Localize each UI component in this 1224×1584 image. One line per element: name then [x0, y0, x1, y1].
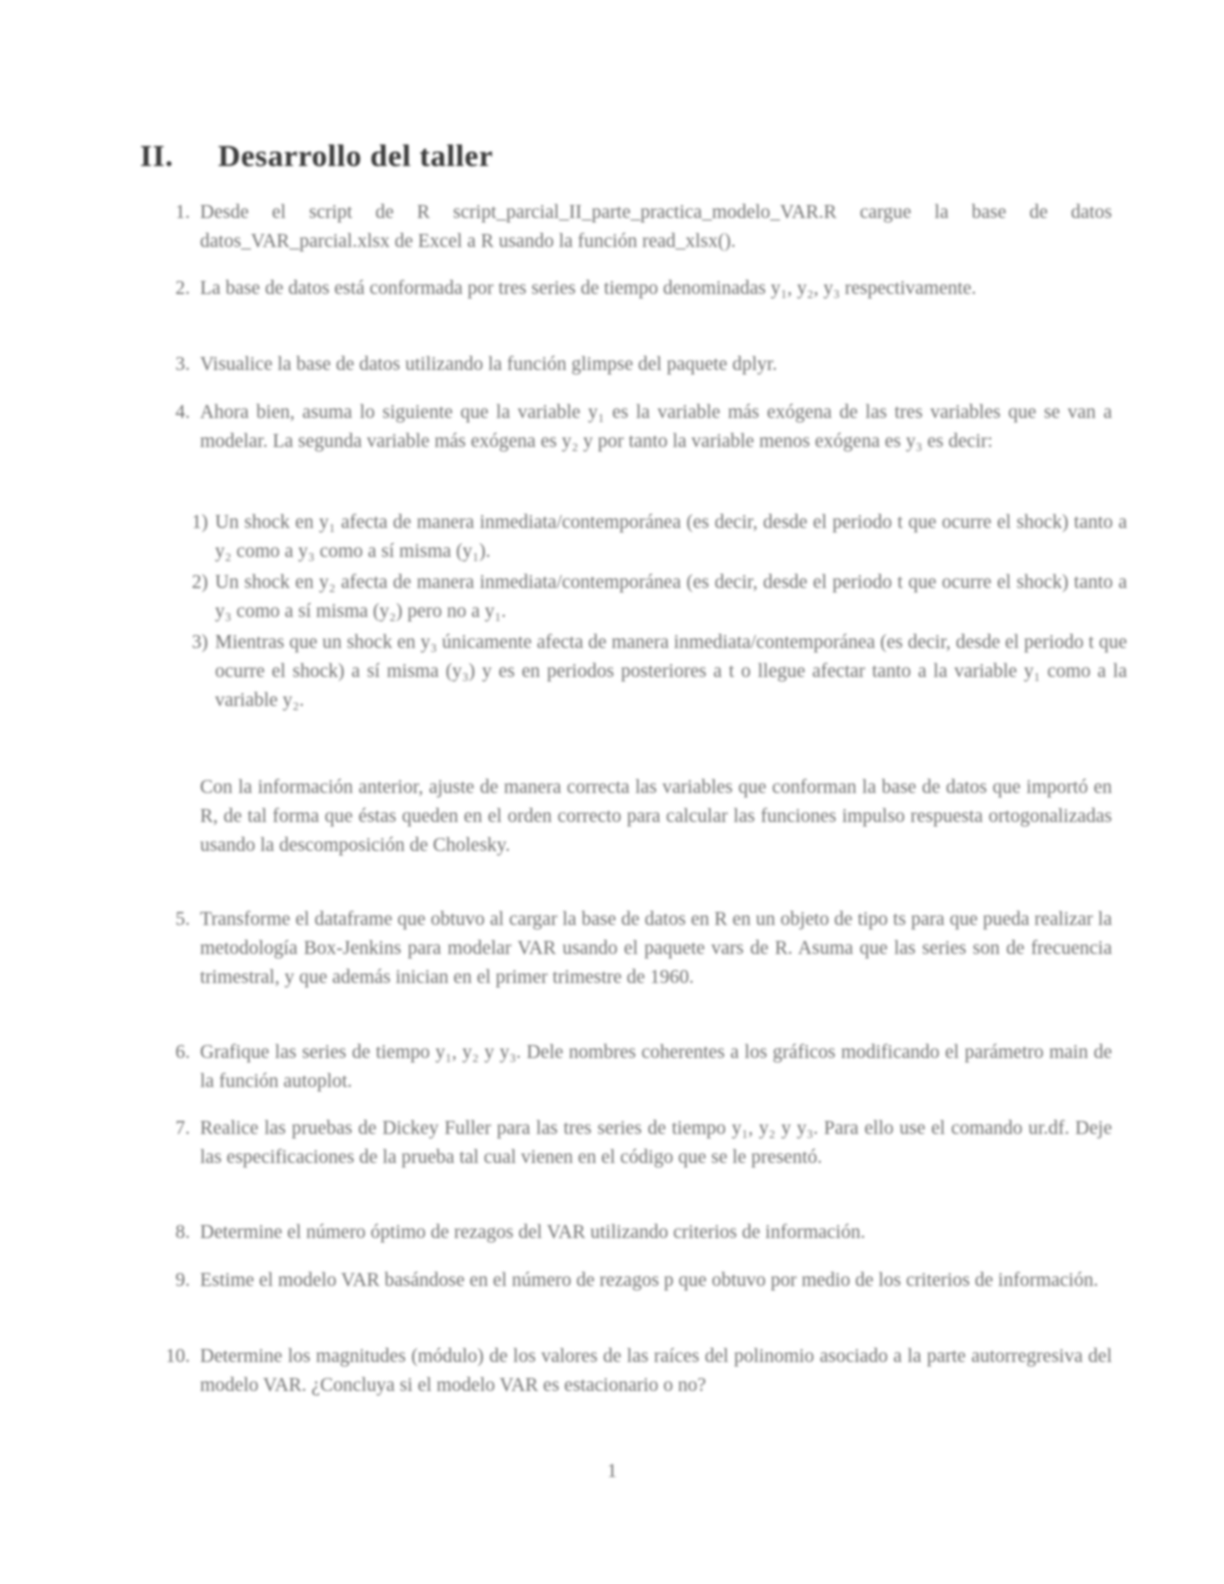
list-item	[160, 1114, 1112, 1172]
list-item-number: 9.	[175, 1270, 190, 1291]
instruction-paragraph: Con la información anterior, ajuste de manera correcta las variables que conforman la base de datos que importó en R, de tal forma que éstas queden en el orden correcto para calcular las funciones impulso respuesta ortogonalizadas usando la descomposición de Cholesky.	[200, 777, 1112, 856]
sub-list-item-number: 1)	[191, 512, 208, 533]
sub-list-item-text: Un shock en y₂ afecta de manera inmediata/contemporánea (es decir, desde el periodo t que ocurre el shock) tanto a y₃ como a sí misma (y₂) pero no a y₁.	[215, 572, 1127, 622]
list-item-text: Grafique las series de tiempo y₁, y₂ y y₃. Dele nombres coherentes a los gráficos modificando el parámetro main de la función autoplot.	[200, 1042, 1112, 1092]
list-item-text: Estime el modelo VAR basándose en el número de rezagos p que obtuvo por medio de los criterios de información.	[200, 1270, 1099, 1291]
list-item	[160, 1266, 1112, 1295]
list-item-number: 3.	[175, 354, 190, 375]
list-item-text: Visualice la base de datos utilizando la función glimpse del paquete dplyr.	[200, 354, 778, 375]
list-item	[160, 1342, 1112, 1400]
list-item-text: Determine los magnitudes (módulo) de los valores de las raíces del polinomio asociado a la parte autorregresiva del modelo VAR. ¿Concluya si el modelo VAR es estacionario o no?	[200, 1346, 1112, 1396]
list-item-text: La base de datos está conformada por tres series de tiempo denominadas y₁, y₂, y₃ respectivamente.	[200, 278, 977, 299]
section-title: Desarrollo del taller	[218, 138, 494, 173]
sub-list-item	[160, 508, 1127, 566]
list-item	[160, 905, 1112, 992]
list-item-text: Ahora bien, asuma lo siguiente que la variable y₁ es la variable más exógena de las tres variables que se van a modelar. La segunda variable más exógena es y₂ y por tanto la variable menos exógena es y₃ es decir:	[200, 402, 1112, 452]
list-item-number: 7.	[175, 1118, 190, 1139]
list-item-number: 5.	[175, 909, 190, 930]
list-item-number: 8.	[175, 1222, 190, 1243]
sub-list-item-text: Un shock en y₁ afecta de manera inmediata/contemporánea (es decir, desde el periodo t que ocurre el shock) tanto a y₂ como a y₃ como a sí misma (y₁).	[215, 512, 1127, 562]
list-item-number: 6.	[175, 1042, 190, 1063]
sub-list-item-text: Mientras que un shock en y₃ únicamente afecta de manera inmediata/contemporánea (es decir, desde el periodo t que ocurre el shock) a sí misma (y₃) y es en periodos posteriores a t o llegue afectar tanto a la variable y₁ como a la variable y₂.	[215, 632, 1127, 711]
sub-list-item-number: 3)	[191, 632, 208, 653]
list-item	[160, 1218, 1112, 1247]
page-number: 1	[607, 1460, 617, 1482]
list-item	[160, 198, 1112, 256]
sub-list-item	[160, 628, 1127, 715]
list-item	[160, 398, 1112, 456]
list-item-number: 4.	[175, 402, 190, 423]
list-item	[160, 274, 1112, 303]
sub-list-item	[160, 568, 1127, 626]
section-number: II.	[140, 138, 174, 173]
list-item-number: 1.	[175, 202, 190, 223]
list-item	[160, 1038, 1112, 1096]
list-item-number: 10.	[165, 1346, 190, 1367]
list-item-text: Determine el número óptimo de rezagos del VAR utilizando criterios de información.	[200, 1222, 866, 1243]
section-heading	[140, 138, 493, 174]
list-item-text: Realice las pruebas de Dickey Fuller para las tres series de tiempo y₁, y₂ y y₃. Para ello use el comando ur.df. Deje las especificaciones de la prueba tal cual vienen en el código que se le presentó.	[200, 1118, 1112, 1168]
list-item-text: Transforme el dataframe que obtuvo al cargar la base de datos en R en un objeto de tipo ts para que pueda realizar la metodología Box-Jenkins para modelar VAR usando el paquete vars de R. Asuma que las series son de frecuencia trimestral, y que además inician en el primer trimestre de 1960.	[200, 909, 1112, 988]
list-item	[160, 350, 1112, 379]
list-item-text: Desde el script de R script_parcial_II_parte_practica_modelo_VAR.R cargue la base de datos datos_VAR_parcial.xlsx de Excel a R usando la función read_xlsx().	[200, 202, 1112, 252]
sub-list-item-number: 2)	[191, 572, 208, 593]
list-item-number: 2.	[175, 278, 190, 299]
